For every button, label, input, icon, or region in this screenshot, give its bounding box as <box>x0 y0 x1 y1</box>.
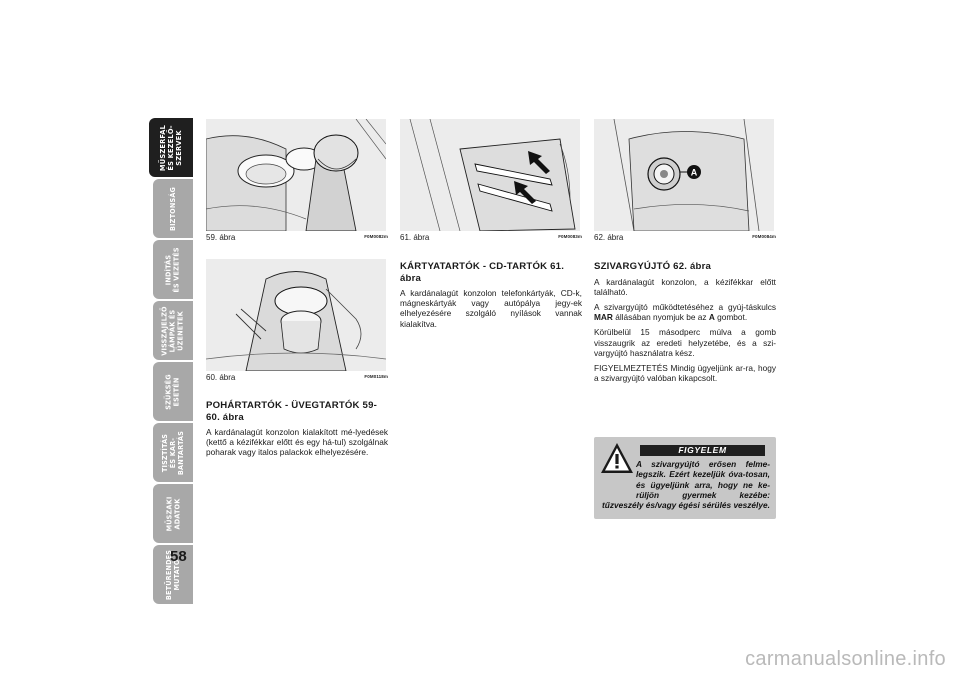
tab-warning-lights[interactable] <box>153 301 193 360</box>
tab-label: SZÜKSÉG ESETÉN <box>163 373 181 410</box>
section-heading: KÁRTYATARTÓK - CD-TARTÓK 61. ábra <box>400 261 565 284</box>
text-run: gombot. <box>714 312 748 323</box>
figure-number: 62. ábra <box>594 233 624 242</box>
section-card-holders <box>400 261 582 334</box>
tab-label: MŰSZAKI ADATOK <box>163 496 181 531</box>
tab-label: MŰSZERFAL ÉS KEZELŐ- SZERVEK <box>158 124 184 171</box>
tab-label: VISSZAJELZŐ LÁMPÁK ÉS ÜZENETEK <box>160 305 186 356</box>
tab-label: BIZTONSÁG <box>168 186 178 231</box>
section-paragraph: Körülbelül 15 másodperc múlva a gomb visszaugrik az eredeti helyzetébe, és a szi-vargyújtó használatra kész. <box>594 327 776 358</box>
tab-safety[interactable] <box>153 179 193 238</box>
warning-text: A szivargyújtó erősen felme-legszik. Ezért kezeljük óva-tosan, és ügyeljünk arra, hogy ne ke-rüljön gyermek kezébe: tűzveszély és/vagy égési sérülés veszélye. <box>602 459 770 511</box>
figure-59-caption <box>206 233 388 242</box>
tab-label: TISZTÍTÁS ÉS KAR- BANTARTÁS <box>160 430 186 475</box>
section-paragraph <box>594 302 776 322</box>
key-position-mar: MAR <box>594 312 613 323</box>
figure-code: F0M0084m <box>752 234 776 239</box>
section-heading: POHÁRTARTÓK - ÜVEGTARTÓK 59-60. ábra <box>206 400 378 423</box>
text-run: A szivargyújtó működtetéséhez a gyúj-táskulcs <box>594 301 776 312</box>
figure-code: F0M0118m <box>364 374 388 379</box>
button-ref-a: A <box>708 312 715 323</box>
tab-emergency[interactable] <box>153 362 193 421</box>
section-body: A kardánalagút konzolon telefonkártyák, CD-k, mágneskártyák vagy autópálya jegy-ek elhelyezésére szolgáló nyílások vannak kialakítva. <box>400 288 582 329</box>
section-cigar-lighter <box>594 261 776 388</box>
section-body: A kardánalagút konzolon kialakított mé-lyedések (kettő a kézifékkar előtt és egy há-tul) szolgálnak poharak vagy italos palackok elhelyezésére. <box>206 427 388 458</box>
figure-62-caption <box>594 233 776 242</box>
page-number: 58 <box>170 548 187 565</box>
tab-technical-data[interactable] <box>153 484 193 543</box>
section-paragraph: A kardánalagút konzolon, a kézifékkar előtt található. <box>594 276 776 297</box>
tab-starting-driving[interactable] <box>153 240 193 299</box>
figure-59-cup-holders <box>206 119 386 231</box>
tab-label: INDÍTÁS ÉS VEZETÉS <box>164 246 181 293</box>
section-cup-holders <box>206 400 388 463</box>
section-heading: SZIVARGYÚJTÓ 62. ábra <box>594 261 712 272</box>
text-run: állásában nyomjuk be az <box>612 312 709 323</box>
warning-title: FIGYELEM <box>640 445 765 456</box>
figure-code: F0M0083m <box>558 234 582 239</box>
tab-instruments[interactable] <box>149 118 193 177</box>
figure-number: 60. ábra <box>206 373 236 382</box>
figure-60-caption <box>206 373 388 382</box>
figure-number: 61. ábra <box>400 233 430 242</box>
tab-label: BETŰRENDES MUTATÓ <box>164 549 182 600</box>
figure-62-cigar-lighter <box>594 119 774 231</box>
callout-a: A <box>690 167 698 178</box>
figure-61-card-holders <box>400 119 580 231</box>
warning-box <box>594 437 776 519</box>
figure-code: F0M0082m <box>364 234 388 239</box>
tab-maintenance[interactable] <box>153 423 193 482</box>
figure-61-caption <box>400 233 582 242</box>
section-paragraph: FIGYELMEZTETÉS Mindig ügyeljünk ar-ra, hogy a szivargyújtó valóban kikapcsolt. <box>594 362 776 384</box>
figure-60-rear-cup-holder <box>206 259 386 371</box>
watermark: carmanualsonline.info <box>745 648 946 670</box>
figure-number: 59. ábra <box>206 233 236 242</box>
